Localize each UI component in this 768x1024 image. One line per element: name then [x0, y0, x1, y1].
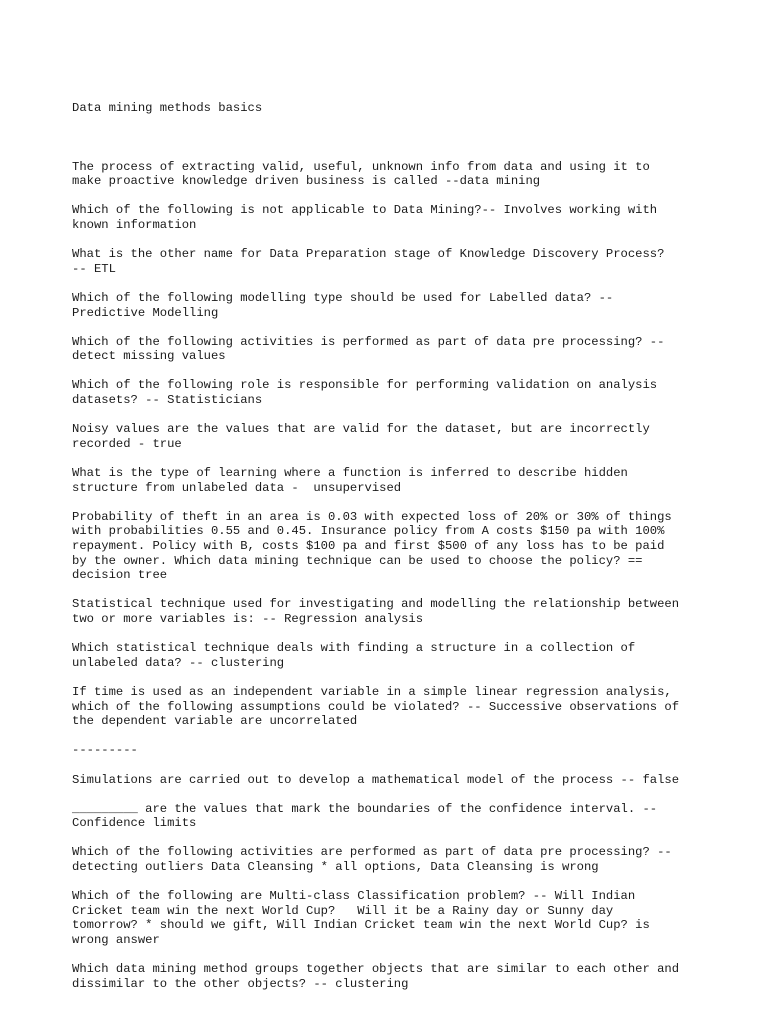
text-line: Which of the following are Multi-class Classification problem? -- Will Indian: [72, 889, 636, 904]
text-line: which of the following assumptions could be violated? -- Successive observations of: [72, 699, 680, 714]
text-line: Confidence limits: [72, 816, 197, 831]
text-line: Which of the following modelling type should be used for Labelled data? --: [72, 290, 614, 305]
paragraph: [72, 160, 712, 189]
text-line: Probability of theft in an area is 0.03 with expected loss of 20% or 30% of things: [72, 509, 672, 524]
paragraph: [72, 641, 712, 670]
paragraph: [72, 962, 712, 991]
text-line: Cricket team win the next World Cup? Will it be a Rainy day or Sunny day: [72, 903, 614, 918]
paragraph: [72, 247, 712, 276]
text-line: What is the other name for Data Preparation stage of Knowledge Discovery Process?: [72, 247, 665, 262]
document-title: [72, 72, 712, 145]
text-line: the dependent variable are uncorrelated: [72, 714, 358, 729]
paragraph: [72, 889, 712, 947]
text-line: known information: [72, 217, 197, 232]
text-line: decision tree: [72, 568, 168, 583]
paragraph: [72, 378, 712, 407]
paragraph: [72, 335, 712, 364]
paragraph: [72, 203, 712, 232]
paragraph: [72, 291, 712, 320]
text-line: Simulations are carried out to develop a mathematical model of the process -- false: [72, 772, 680, 787]
text-line: -- ETL: [72, 261, 116, 276]
paragraph: [72, 802, 712, 831]
paragraph-list: [72, 160, 712, 992]
title-line: Data mining methods basics: [72, 101, 263, 116]
text-line: tomorrow? * should we gift, Will Indian Cricket team win the next World Cup? is: [72, 918, 650, 933]
text-line: repayment. Policy with B, costs $100 pa and first $500 of any loss has to be paid: [72, 539, 665, 553]
paragraph: [72, 422, 712, 451]
text-line: structure from unlabeled data - unsupervised: [72, 480, 402, 495]
text-line: What is the type of learning where a function is inferred to describe hidden: [72, 466, 628, 481]
text-line: wrong answer: [72, 933, 160, 948]
document-page: [72, 72, 712, 1006]
text-line: recorded - true: [72, 436, 182, 451]
text-line: Which of the following role is responsible for performing validation on analysis: [72, 378, 658, 393]
paragraph: [72, 597, 712, 626]
text-line: If time is used as an independent variable in a simple linear regression analysis,: [72, 684, 672, 699]
text-line: Statistical technique used for investigating and modelling the relationship between: [72, 597, 680, 612]
text-line: with probabilities 0.55 and 0.45. Insurance policy from A costs $150 pa with 100%: [72, 524, 665, 539]
paragraph: [72, 773, 712, 788]
text-line: datasets? -- Statisticians: [72, 393, 263, 408]
text-line: _________ are the values that mark the boundaries of the confidence interval. --: [72, 801, 658, 816]
text-line: Which of the following activities is performed as part of data pre processing? --: [72, 334, 665, 349]
text-line: Which statistical technique deals with finding a structure in a collection of: [72, 641, 636, 656]
paragraph: [72, 845, 712, 874]
text-line: dissimilar to the other objects? -- clustering: [72, 976, 409, 991]
text-line: Noisy values are the values that are valid for the dataset, but are incorrectly: [72, 422, 650, 437]
text-line: make proactive knowledge driven business is called --data mining: [72, 174, 541, 189]
text-line: Which of the following activities are performed as part of data pre processing? --: [72, 845, 672, 860]
text-line: ---------: [72, 743, 138, 758]
paragraph: [72, 510, 712, 583]
text-line: The process of extracting valid, useful, unknown info from data and using it to: [72, 159, 650, 174]
text-line: Which of the following is not applicable to Data Mining?-- Involves working with: [72, 203, 658, 218]
paragraph: [72, 743, 712, 758]
text-line: Predictive Modelling: [72, 305, 219, 320]
paragraph: [72, 466, 712, 495]
text-line: two or more variables is: -- Regression analysis: [72, 611, 424, 626]
paragraph: [72, 685, 712, 729]
text-line: detecting outliers Data Cleansing * all options, Data Cleansing is wrong: [72, 860, 599, 875]
text-line: by the owner. Which data mining technique can be used to choose the policy? ==: [72, 553, 643, 568]
text-line: Which data mining method groups together objects that are similar to each other and: [72, 962, 680, 977]
text-line: detect missing values: [72, 349, 226, 364]
text-line: unlabeled data? -- clustering: [72, 655, 285, 670]
